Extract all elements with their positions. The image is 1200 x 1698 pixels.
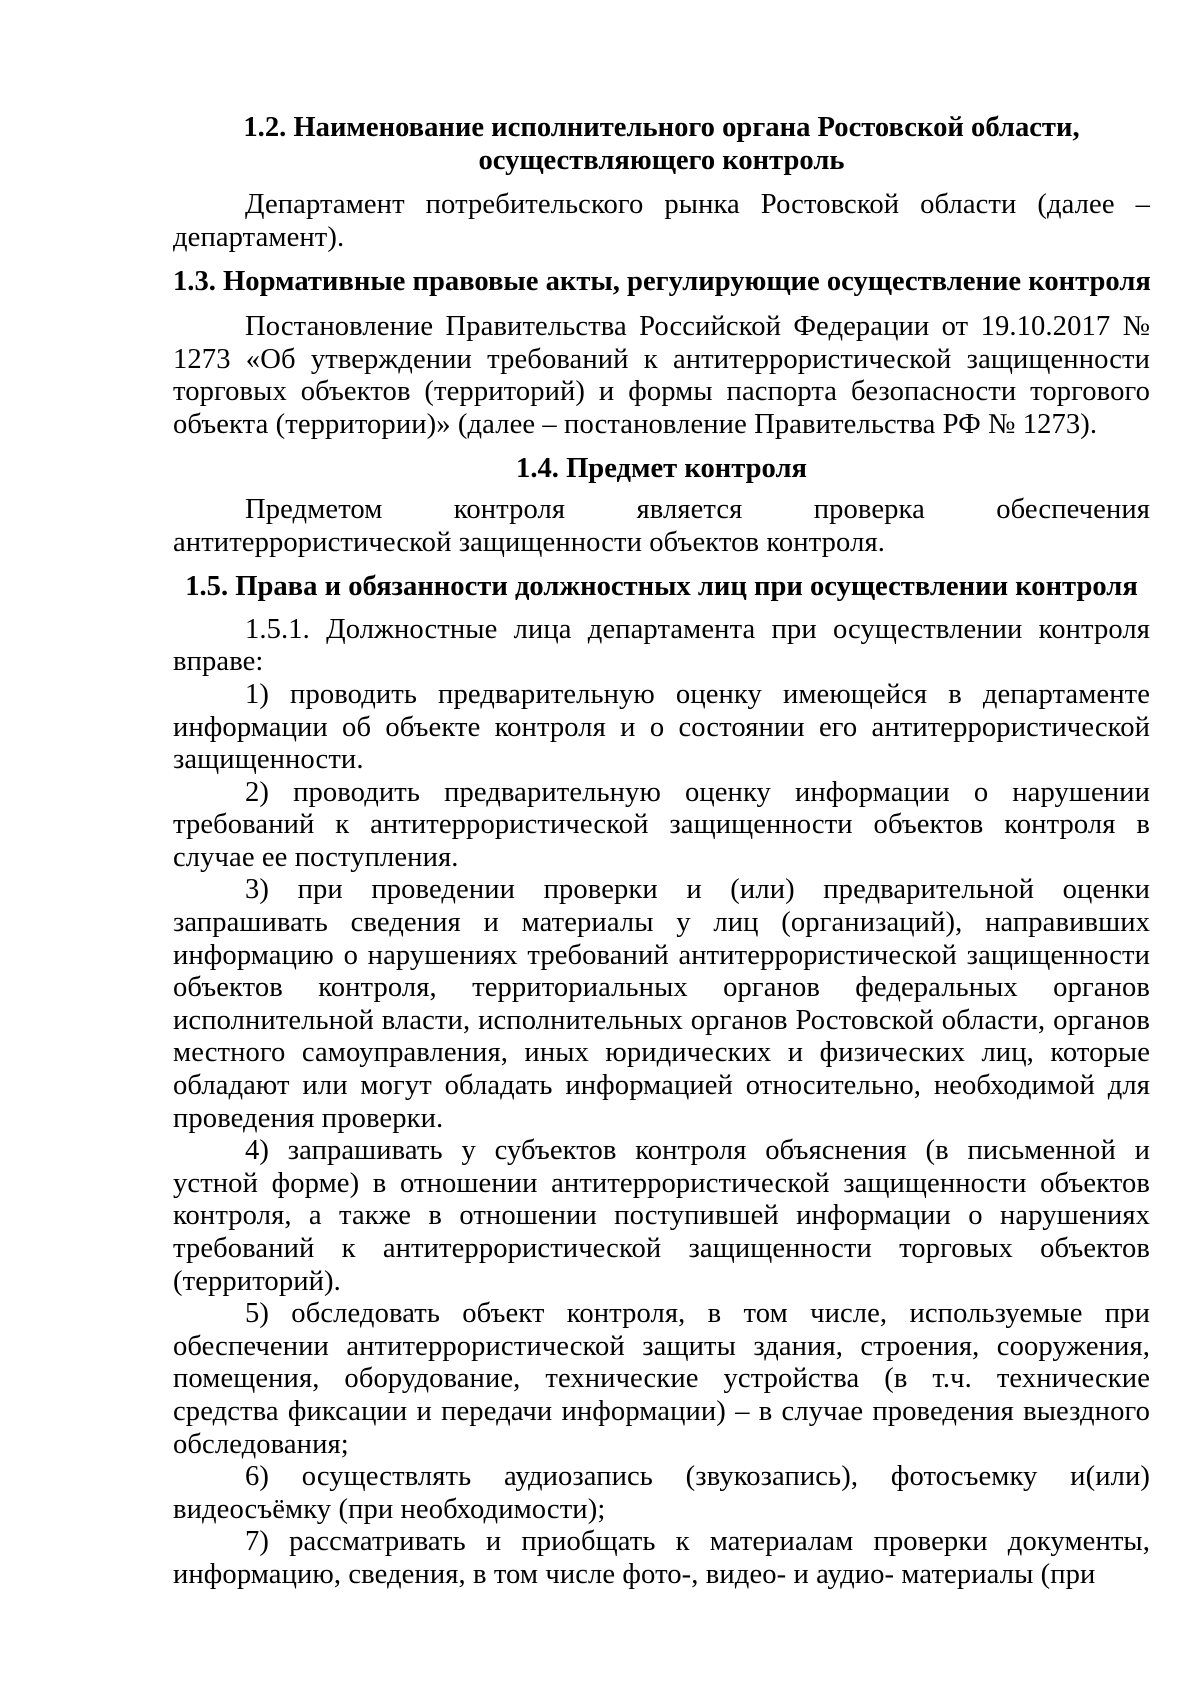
list-item: 5) обследовать объект контроля, в том числе, используемые при обеспечении антитеррористической защиты здания, строения, сооружения, помещения, оборудование, технические устройства (в т.ч. технические средства фиксации и передачи информации) – в случае проведения выездного обследования;: [173, 1298, 1150, 1460]
section-1-4-body: Предметом контроля является проверка обеспечения антитеррористической защищенности объектов контроля.: [173, 493, 1150, 558]
list-item: 7) рассматривать и приобщать к материалам проверки документы, информацию, сведения, в том числе фото-, видео- и аудио- материалы (при: [173, 1526, 1150, 1590]
section-1-3-body: Постановление Правительства Российской Федерации от 19.10.2017 № 1273 «Об утверждении требований к антитеррористической защищенности торговых объектов (территорий) и формы паспорта безопасности торгового объекта (территории)» (далее – постановление Правительства РФ № 1273).: [173, 310, 1150, 440]
list-item: 4) запрашивать у субъектов контроля объяснения (в письменной и устной форме) в отношении антитеррористической защищенности объектов контроля, а также в отношении поступившей информации о нарушениях требований к антитеррористической защищенности торговых объектов (территорий).: [173, 1135, 1150, 1297]
section-1-4-title: 1.4. Предмет контроля: [516, 453, 807, 485]
section-1-5-title: 1.5. Права и обязанности должностных лиц при осуществлении контроля: [185, 571, 1138, 603]
list-item: 3) при проведении проверки и (или) предварительной оценки запрашивать сведения и материалы у лиц (организаций), направивших информацию о нарушениях требований антитеррористической защищенности объектов контроля, территориальных органов федеральных органов исполнительной власти, исполнительных органов Ростовской области, органов местного самоуправления, иных юридических и физических лиц, которые обладают или могут обладать информацией относительно, необходимой для проведения проверки.: [173, 874, 1150, 1134]
section-1-2-body: Департамент потребительского рынка Ростовской области (далее – департамент).: [173, 189, 1150, 253]
section-1-2-title: [173, 112, 1150, 177]
section-1-2-title-line2: осуществляющего контроль: [478, 144, 845, 176]
list-item: 1) проводить предварительную оценку имеющейся в департаменте информации об объекте контроля и о состоянии его антитеррористической защищенности.: [173, 678, 1150, 776]
section-1-3-title: 1.3. Нормативные правовые акты, регулирующие осуществление контроля: [173, 266, 1151, 298]
list-item: 2) проводить предварительную оценку информации о нарушении требований к антитеррористической защищенности объектов контроля в случае ее поступления.: [173, 776, 1150, 873]
section-1-5-intro: 1.5.1. Должностные лица департамента при осуществлении контроля вправе:: [173, 613, 1150, 678]
list-item: 6) осуществлять аудиозапись (звукозапись), фотосъемку и(или) видеосъёмку (при необходимости);: [173, 1461, 1150, 1525]
document-page: [173, 112, 1150, 1592]
section-1-2-title-line1: 1.2. Наименование исполнительного органа Ростовской области,: [243, 112, 1080, 143]
